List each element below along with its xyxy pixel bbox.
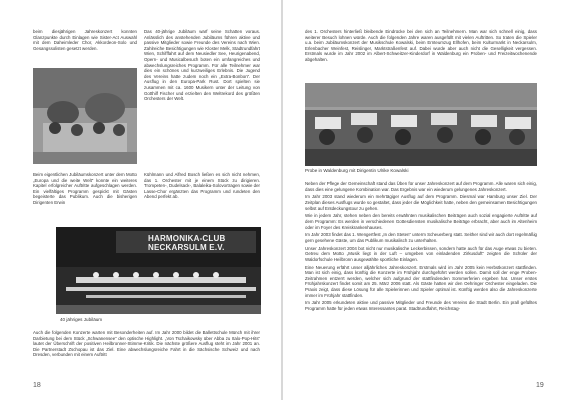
- rehearsal-photo: [305, 83, 537, 166]
- right-paragraph: Im Jahr 2003 stand wiederum ein mehrtägiger Ausflug auf dem Programm. Diesmal war Hamburg unser Ziel. Der Zeitplan dieses Ausflugs wurde so gestaltet, dass jeder die Möglichkeit hatte, neben den gemeinsamen Besichtigungen selbst auf Entdeckungstour zu gehen.: [305, 194, 537, 211]
- left-col2-mid-text: Kühlmann und Alfred Bosch ließen es sich nicht nehmen, das 1. Orchester mit je einem Stück zu dirigieren. Trompeten-, Dudelsack-, Balaleika-Solovortragen sowie der Lasse-Chor ergänzten das Programm und rundeten den Abend perfekt ab.: [144, 172, 260, 200]
- left-bottom-text: Auch die folgenden Konzerte warten mit Besonderheiten auf. Im Jahr 2000 bildet die Ballettschule Münch mit ihrer Darbietung bei dem Stück „Schwanensee“ den optische Highlight. „Von Tschaikowsky über Abba zu Italo-Pop-Hits“ lautet der Überschrift der positiven Heilbronner-Stimme-Kritik. Die nächste größere Ausflug steht im Jahr 2001 an. Die Partnerstadt Zschopau ist das Ziel. Eine abwechslungsreiche Fahrt in die Sächsische Schweiz und nach Dresden, verbunden mit einem Auftritt: [33, 330, 260, 358]
- jubilee-stage-photo: [56, 227, 261, 314]
- right-paragraph: Im Jahr 2005 erkundeten aktive und passive Mitglieder und Freunde des Vereins die Stadt Berlin. Ein prall gefülltes Programm hatte für jeden etwas Interessantes parat. Stadtrundfahrt, Reichstag-: [305, 300, 537, 311]
- concert-photo-grayscale: [33, 68, 137, 164]
- right-paragraph: Wie in jedem Jahr, stehen neben den bereits erwähnten musikalischen Beiträgen auch sozial engagierte Auftritte auf dem Programm: Es werden in verschiedenen Gottesdiensten musikalische Beiträge erbracht, aber auch im Altenheim oder im Foyer des Kreiskrankenhauses.: [305, 213, 537, 230]
- left-col1-top-text: beim diesjährigen Jahreskonzert konnten Glanzpunkte durch Einlagen wie Sister-Act Auswahl mit dem Daheimleder Chor, Akkordeon-Solo und Gesangssolisten gesetzt werden.: [33, 29, 137, 51]
- jubilee-photo-caption: 40 jähriges Jubiläum: [60, 317, 103, 322]
- right-paragraph: Eine Neuerung erfährt unser alljährliches Jahreskonzert. Erstmals wird im Jahr 2005 kein Herbstkonzert stattfinden. Man ist sich einig, dass künftig die Konzerte im Frühjahr durchgeführt werden sollen. Damit soll der enge Proben-Zeitrahmen entzerrt werden, welcher sich aufgrund der stattfindenden Sommerferien ergeben hat. Unser erstes Frühjahrskonzert findet somit am 25. März 2006 statt. Als Gäste hatten wir den Oehringer Orchester eingeladen. Die Praxis zeigt, dass diese Lösung für alle Spielerinnen und Spieler optimal ist. Künftig werden also die Jahreskonzerte immer im Frühjahr stattfinden.: [305, 264, 537, 298]
- left-page: [0, 0, 281, 400]
- right-paragraph: Im Jahr 2003 findet das 1. Wengertfest „In den Steten“ unterm Scheuerberg statt. Seither sind wir auch dort regelmäßig gern gesehene Gäste, um das Publikum musikalisch zu unterhalten.: [305, 232, 537, 243]
- left-col2-top-text: Das 40-jährige Jubiläum warf seine Schatten voraus. Anlässlich des anstehenden Jubiläums führen aktive und passive Mitglieder sowie Freunde des Vereins nach Wien. Zahlreiche Besichtigungen wie Kloster Melk, Stadtrundfahrt Wien, Schifffahrt auf dem Neusiedler See, Heurigenabend, Opern- und Musicalbesuch boten ein umfangreiches und abwechslungsreiches Programm. Für alle Teilnehmer war dies ein schönes und kurzweiliges Erlebnis. Die Jugend des Vereins hatte zudem noch ein „Extra-Bonbon“. Der Ausflug in den Europa-Park Rust. Dort spielten sie zusammen mit ca. 1600 Musikern unter der Leitung von Gotthilf Fischer und erzielten den Weltrekord des größten Orchesters der Welt.: [144, 29, 260, 102]
- right-body-text: [305, 181, 537, 379]
- left-col1-mid-text: Beim eigentlichen Jubiläumskonzert unter dem Motto „Europa und die weite Welt“ konnte ein weiteres Kapitel erfolgreicher Auftritte aufgeschlagen werden. Ein vielfältiges Programm gespickt mit Gästen begeisterte das Publikum. Auch die bisherigen Dirigenten Erwin: [33, 172, 137, 205]
- right-paragraph: Neben der Pflege der Gemeinschaft stand das Üben für unser Jahreskonzert auf dem Programm. Alle waren sich einig, dass dies eine gelungene Kombination war. Das Ergebnis war ein wiederum gelungenes Jahreskonzert.: [305, 181, 537, 192]
- rehearsal-photo-caption: Probe in Waldenburg mit Dirigentin Ulrike Kowalski: [305, 168, 409, 173]
- left-page-number: 18: [33, 382, 41, 389]
- right-page: [283, 0, 566, 400]
- right-paragraph: Unser Jahreskonzert 2004 bot nicht nur musikalische Leckerbissen, sondern hatte auch für das Auge etwas zu bieten. Getreu dem Motto „Musik liegt in der Luft – umgeben von einladenden Zirkusduft“ zeigten die Schüler der Waldorfschule Heilbronn ausgewählte sportliche Einlagen.: [305, 245, 537, 262]
- right-top-text: des 1. Orchesters hinterließ bleibende Eindrücke bei den sich an Teilnehmern. Man war sich schnell einig, dass weiterer Besuch lohnen würde. Auch die folgenden Jahre waren ausgefüllt mit vielen Auftritten. So traten die Spieler u.a. beim Jubiläumskonzert der Musikschule Kowalski, beim Ernteumzug Ellhofen, beim Kulturmarkt in Neckarsulm, Erlenbacher Weinfest, Reislinger, Marktstraßenfest auf. Dabei wurde aber auch nicht die Geselligkeit vergessen. Erstmals wurde im Jahr 2002 im Albert-Schweitzer-Kinderdorf in Waldenburg ein Proben- und Freizeitwochenende abgehalten.: [305, 29, 537, 62]
- club-banner-text: HARMONIKA-CLUB NECKARSULM E.V.: [148, 234, 226, 252]
- right-page-number: 19: [536, 382, 544, 389]
